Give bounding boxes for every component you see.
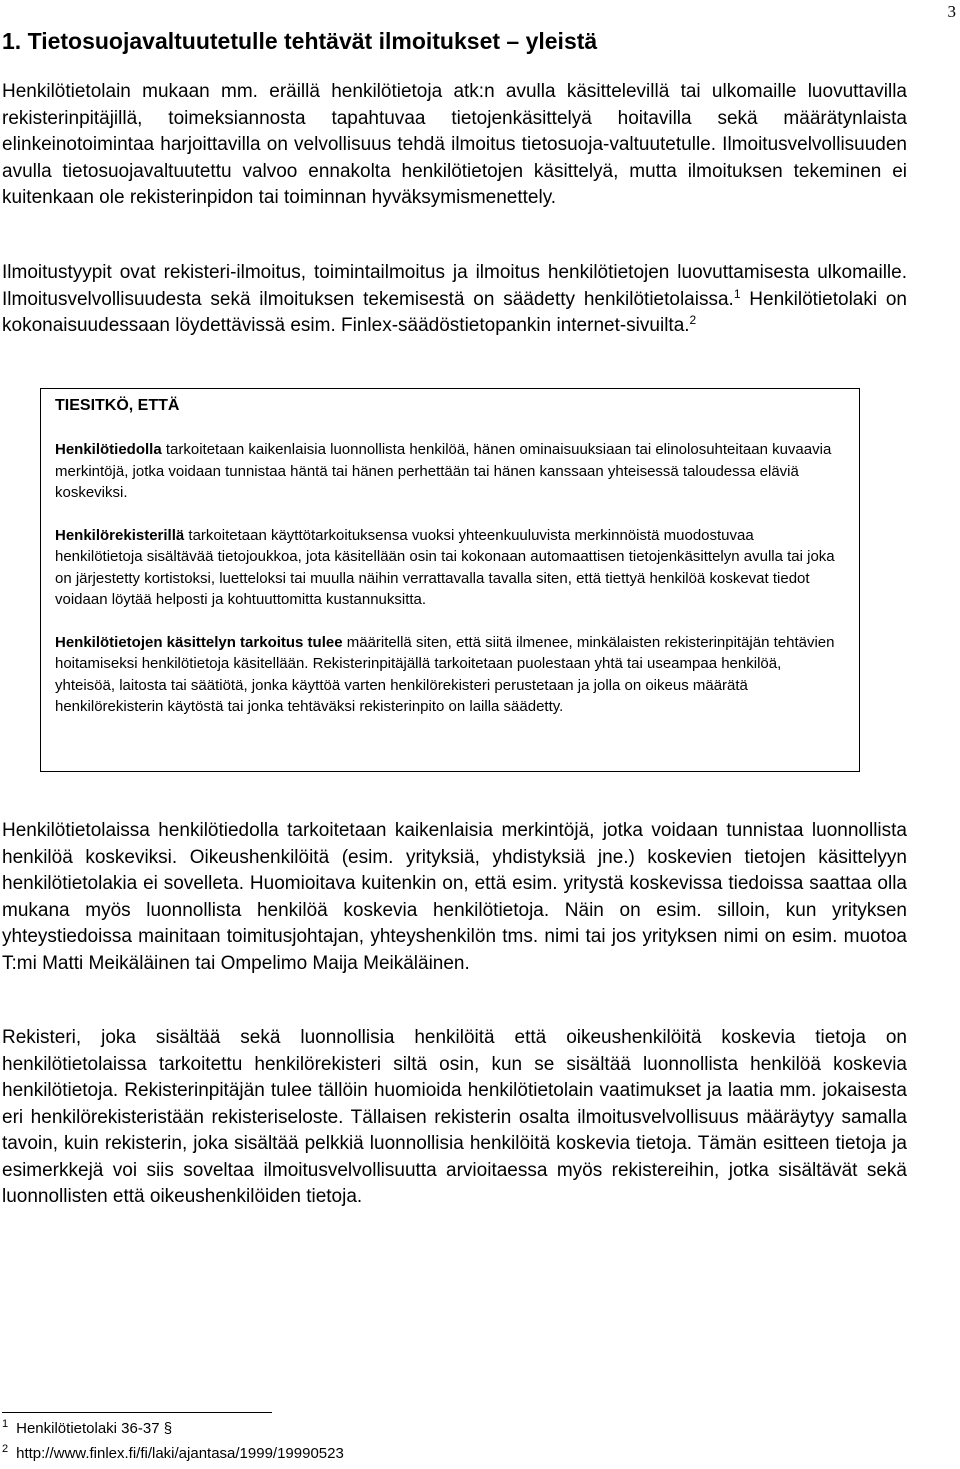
did-you-know-box <box>40 388 860 772</box>
notification-types-text-cont: Henkilötietolaki on kokonaisuudessaan löydettävissä esim. Finlex-säädöstietopankin internet-sivuilta. <box>2 288 907 336</box>
box-term: Henkilörekisterillä <box>55 526 185 544</box>
page-number: 3 <box>947 2 956 21</box>
footnote-ref-2[interactable]: 2 <box>689 313 697 327</box>
box-definition-processing-purpose <box>55 632 845 718</box>
footnote-1 <box>2 1419 172 1439</box>
box-definition-personal-register <box>55 525 845 611</box>
box-term: Henkilötiedolla <box>55 441 162 458</box>
box-definition-text: määritellä siten, että siitä ilmenee, minkälaisten rekisterinpitäjän tehtävien hoitamiseksi henkilötietoja käsitellään. Rekisterinpitäjällä tarkoitetaan puolestaan yhtä tai useampaa henkilöä, yhteisöä, laitosta tai säätiötä, jonka käyttöä varten henkilörekisteri perustetaan ja jolla on oikeus määrätä henkilörekisterin käytöstä tai jonka tehtäväksi rekisterinpito on lailla säädetty. <box>55 633 835 715</box>
box-title: TIESITKÖ, ETTÄ <box>55 397 180 414</box>
box-definition-text: tarkoitetaan käyttötarkoituksensa vuoksi yhteenkuuluvista merkinnöistä muodostuvaa henkilötietoja sisältävää tietojoukkoa, jota käsitellään osin tai kokonaan automaattisen tietojenkäsittelyn avulla tai joka on järjestetty kortistoksi, luetteloksi tai muulla näihin verrattavalla tavalla siten, että tiettyä henkilöä koskevat tiedot voidaan löytää helposti ja kohtuuttomitta kustannuksitta. <box>55 526 835 608</box>
footnote-text: Henkilötietolaki 36-37 § <box>16 1420 173 1437</box>
notification-types-paragraph <box>2 260 907 340</box>
box-definition-text: tarkoitetaan kaikenlaisia luonnollista henkilöä, hänen ominaisuuksiaan tai elinolosuhteitaan kuvaavia merkintöjä, jotka voidaan tunnistaa häntä tai hänen perhettään tai hänen kanssaan yhteisessä taloudessa eläviä koskeviksi. <box>55 441 832 501</box>
footnote-2 <box>2 1444 344 1464</box>
mixed-register-paragraph: Rekisteri, joka sisältää sekä luonnollisia henkilöitä että oikeushenkilöitä koskevia tietoja on henkilötietolaissa tarkoitettu henkilörekisteri siltä osin, kun se sisältää luonnollista henkilöä koskevia henkilötietoja. Rekisterinpitäjän tulee tällöin huomioida henkilötietolain vaatimukset ja laatia mm. jokaisesta eri henkilörekisteristään rekisteriseloste. Tällaisen rekisterin osalta ilmoitusvelvollisuus määräytyy samalla tavoin, kuin rekisterin, joka sisältää pelkkiä luonnollisia henkilöitä koskevia tietoja. Tämän esitteen tietoja ja esimerkkejä voi siis soveltaa ilmoitusvelvollisuutta arvioitaessa myös rekistereihin, jotka sisältävät sekä luonnollisten että oikeushenkilöiden tietoja. <box>2 1027 907 1207</box>
footnote-mark: 1 <box>2 1418 9 1430</box>
notification-types-text: Ilmoitustyypit ovat rekisteri-ilmoitus, toimintailmoitus ja ilmoitus henkilötietojen luovuttamisesta ulkomaille. Ilmoitusvelvollisuudesta sekä ilmoituksen tekemisestä on säädetty henkilötietolaissa. <box>2 262 907 310</box>
footnote-link[interactable]: http://www.finlex.fi/fi/laki/ajantasa/1999/19990523 <box>16 1445 344 1462</box>
footnote-ref-1[interactable]: 1 <box>733 286 741 301</box>
box-definition-personal-data <box>55 439 845 504</box>
personal-data-paragraph: Henkilötietolaissa henkilötiedolla tarkoitetaan kaikenlaisia merkintöjä, jotka voidaan tunnistaa luonnollista henkilöä koskeviksi. Oikeushenkilöitä (esim. yrityksiä, yhdistyksiä jne.) koskevien tietojen käsittelyyn henkilötietolakia ei sovelleta. Huomioitava kuitenkin on, että esim. yritystä koskevissa tiedoissa saattaa olla mukana myös luonnollista henkilöä koskevia henkilötietoja. Näin on esim. silloin, kun yrityksen yhteystiedoissa mainitaan toimitusjohtajan, yhteyshenkilön tms. nimi tai jos yrityksen nimi on esim. muotoa T:mi Matti Meikäläinen tai Ompelimo Maija Meikäläinen. <box>2 820 907 974</box>
section-heading: 1. Tietosuojavaltuutetulle tehtävät ilmoitukset – yleistä <box>2 28 598 54</box>
footnote-divider <box>2 1412 272 1413</box>
box-term: Henkilötietojen käsittelyn tarkoitus tulee <box>55 633 343 651</box>
footnote-mark: 2 <box>2 1443 9 1455</box>
intro-paragraph: Henkilötietolain mukaan mm. eräillä henkilötietoja atk:n avulla käsittelevillä tai ulkomaille luovuttavilla rekisterinpitäjillä, toimeksiannosta tapahtuvaa tietojenkäsittelyä hoitavilla sekä määrätynlaista elinkeinotoimintaa harjoittavilla on velvollisuus tehdä ilmoitus tietosuoja-valtuutetulle. Ilmoitusvelvollisuuden avulla tietosuojavaltuutettu valvoo ennakolta henkilötietojen käsittelyä, mutta ilmoituksen tekeminen ei kuitenkaan ole rekisterinpidon tai toiminnan hyväksymismenettely. <box>2 81 907 208</box>
